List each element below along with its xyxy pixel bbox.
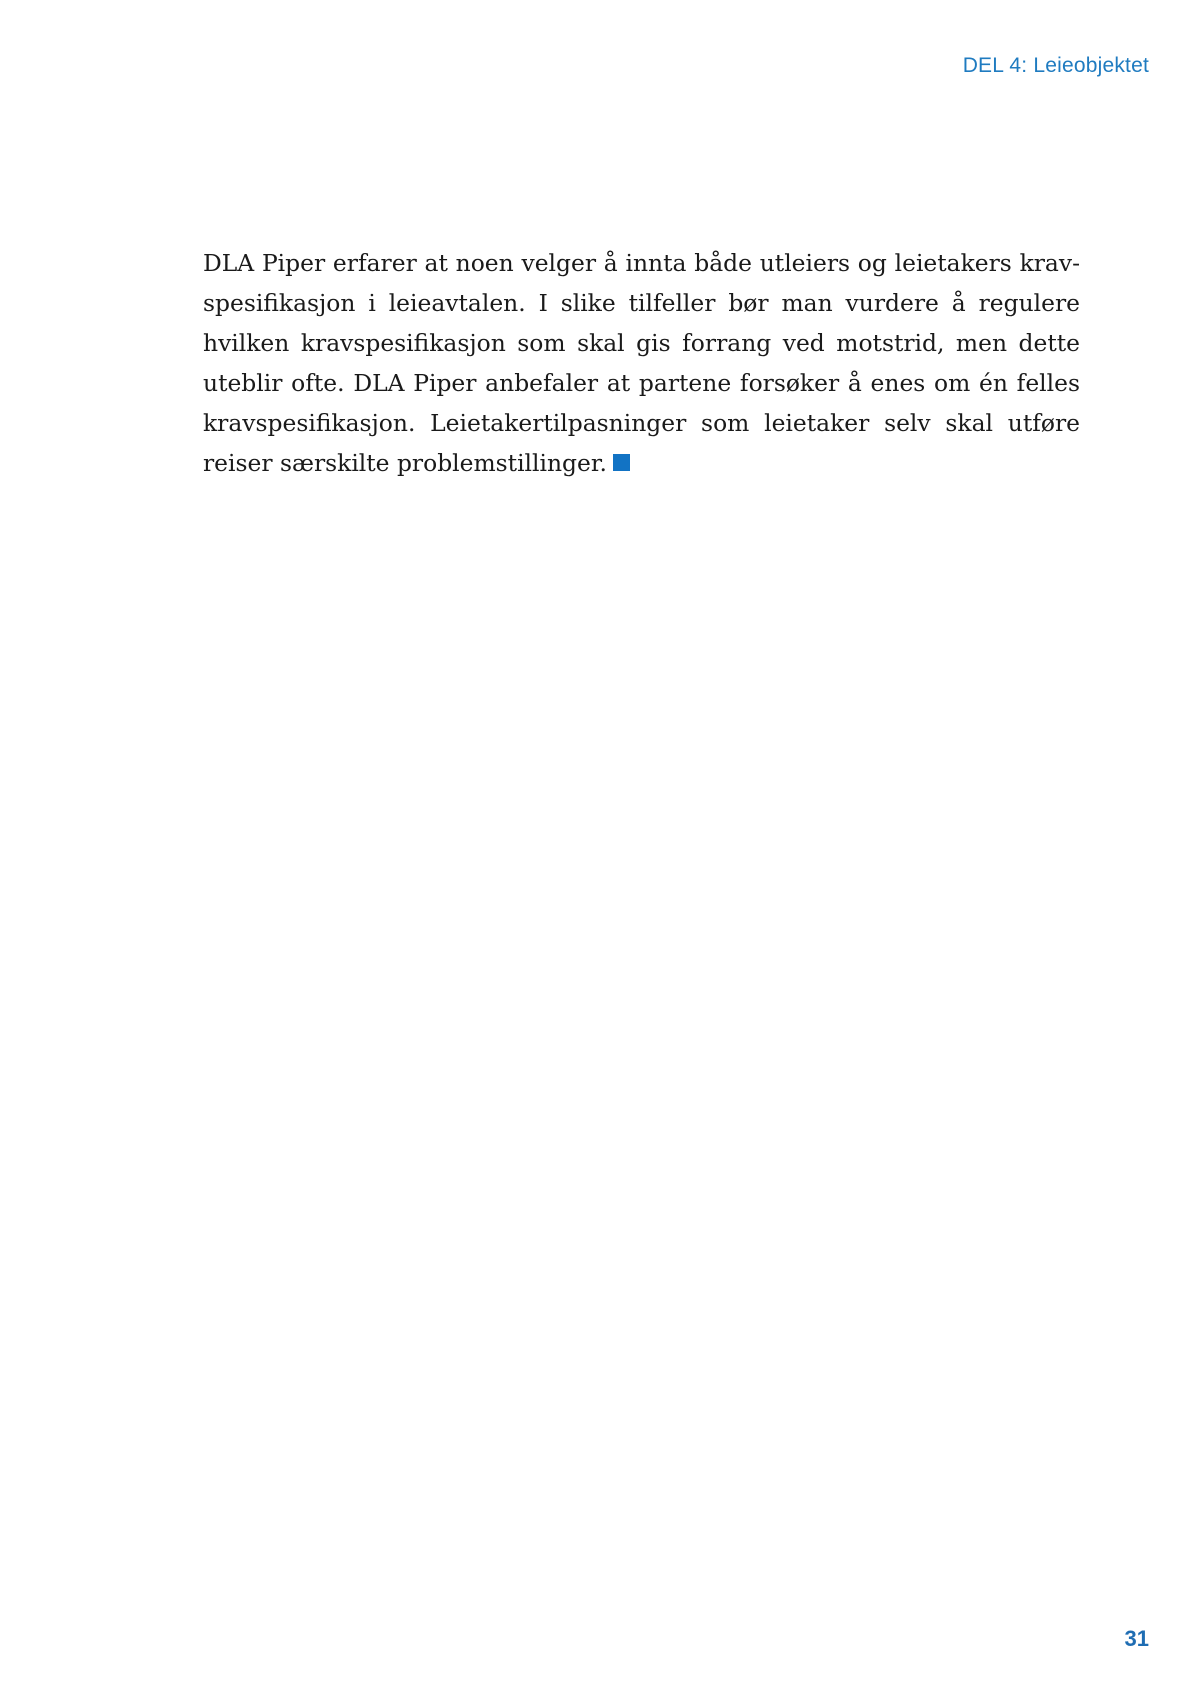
body-paragraph bbox=[203, 243, 1080, 483]
paragraph-line: spesifikasjon i leieavtalen. I slike tilfeller bør man vurdere å regulere bbox=[203, 289, 1080, 317]
paragraph-line: kravspesifikasjon. Leietakertilpasninger som leietaker selv skal utføre bbox=[203, 409, 1080, 437]
paragraph-line: hvilken kravspesifikasjon som skal gis forrang ved motstrid, men dette bbox=[203, 329, 1080, 357]
page-number: 31 bbox=[1124, 1626, 1149, 1651]
running-header: DEL 4: Leieobjektet bbox=[962, 54, 1149, 77]
end-of-article-square-icon bbox=[613, 454, 630, 471]
paragraph-line: DLA Piper erfarer at noen velger å innta både utleiers og leietakers krav- bbox=[203, 249, 1080, 277]
paragraph-line-last bbox=[203, 443, 1080, 483]
paragraph-line: uteblir ofte. DLA Piper anbefaler at partene forsøker å enes om én felles bbox=[203, 369, 1080, 397]
paragraph-line-text: reiser særskilte problemstillinger. bbox=[203, 449, 607, 477]
